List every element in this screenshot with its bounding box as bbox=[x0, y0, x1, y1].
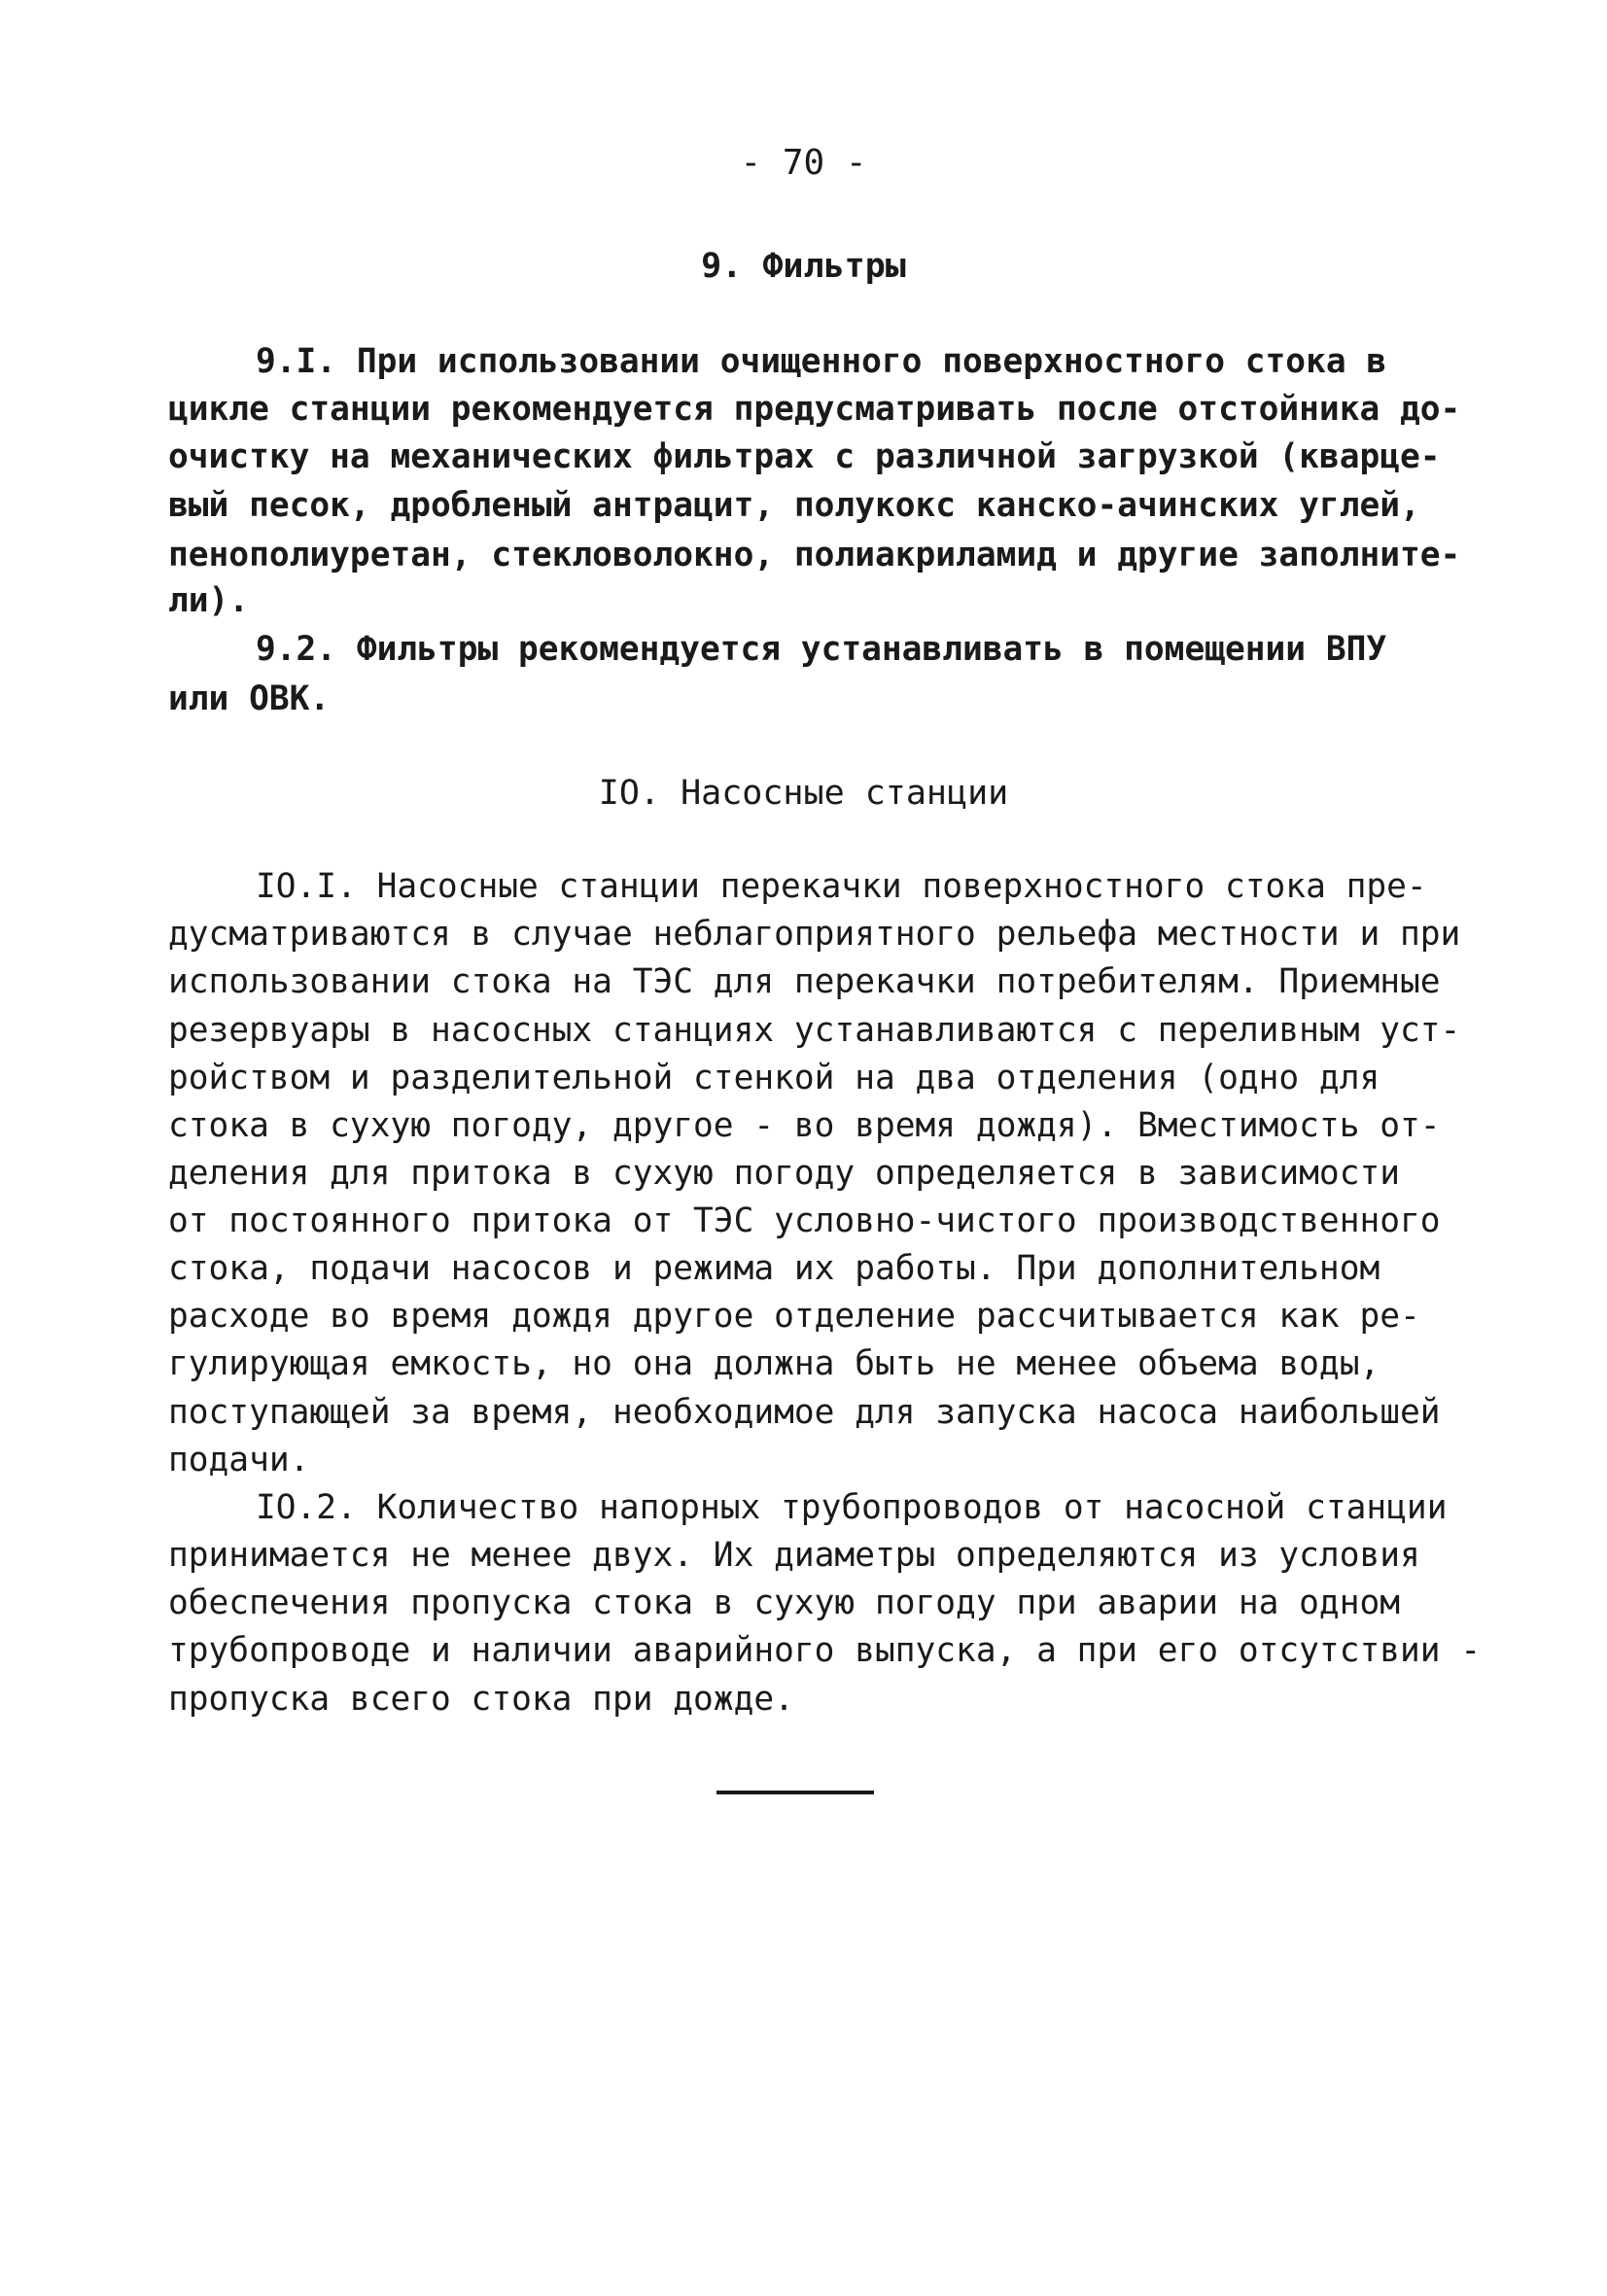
text-line: резервуары в насосных станциях устанавливаются с переливным уст- bbox=[168, 1011, 1461, 1050]
text-line: пропуска всего стока при дожде. bbox=[168, 1680, 794, 1719]
text-line: поступающей за время, необходимое для запуска насоса наибольшей bbox=[168, 1393, 1441, 1432]
text-line: принимается не менее двух. Их диаметры определяются из условия bbox=[168, 1536, 1420, 1575]
text-line: IO.I. Насосные станции перекачки поверхностного стока пре- bbox=[256, 867, 1427, 906]
text-line: трубопроводе и наличии аварийного выпуска, а при его отсутствии - bbox=[168, 1631, 1482, 1670]
text-line: стока, подачи насосов и режима их работы. При дополнительном bbox=[168, 1249, 1380, 1288]
text-line: расходе во время дождя другое отделение рассчитывается как ре- bbox=[168, 1297, 1420, 1336]
text-line: дусматриваются в случае неблагоприятного рельефа местности и при bbox=[168, 915, 1461, 954]
text-line: использовании стока на ТЭС для перекачки потребителям. Приемные bbox=[168, 962, 1441, 1001]
section-10-title: IO. Насосные станции bbox=[598, 774, 1009, 813]
text-line: деления для притока в сухую погоду определяется в зависимости bbox=[168, 1154, 1401, 1193]
text-line: 9.2. Фильтры рекомендуется устанавливать в помещении ВПУ bbox=[256, 630, 1387, 669]
text-line: гулирующая емкость, но она должна быть не менее объема воды, bbox=[168, 1344, 1380, 1383]
text-line: обеспечения пропуска стока в сухую погоду при аварии на одном bbox=[168, 1583, 1401, 1622]
text-line: вый песок, дробленый антрацит, полукокс канско-ачинских углей, bbox=[168, 486, 1420, 525]
text-line: ли). bbox=[168, 581, 250, 620]
text-line: цикле станции рекомендуется предусматривать после отстойника до- bbox=[168, 390, 1461, 429]
text-line: от постоянного притока от ТЭС условно-чистого производственного bbox=[168, 1201, 1441, 1240]
text-line: подачи. bbox=[168, 1441, 310, 1479]
text-line: ройством и разделительной стенкой на два отделения (одно для bbox=[168, 1059, 1380, 1097]
text-line: 9.I. При использовании очищенного поверхностного стока в bbox=[256, 342, 1387, 381]
text-line: или ОВК. bbox=[168, 679, 331, 718]
text-line: стока в сухую погоду, другое - во время дождя). Вместимость от- bbox=[168, 1106, 1441, 1145]
text-line: пенополиуретан, стекловолокно, полиакриламид и другие заполните- bbox=[168, 536, 1461, 574]
text-line: очистку на механических фильтрах с различной загрузкой (кварце- bbox=[168, 437, 1441, 476]
text-line: IO.2. Количество напорных трубопроводов от насосной станции bbox=[256, 1488, 1448, 1527]
end-rule-divider bbox=[716, 1791, 874, 1794]
section-9-title: 9. Фильтры bbox=[701, 247, 906, 286]
page-number: - 70 - bbox=[740, 143, 867, 183]
